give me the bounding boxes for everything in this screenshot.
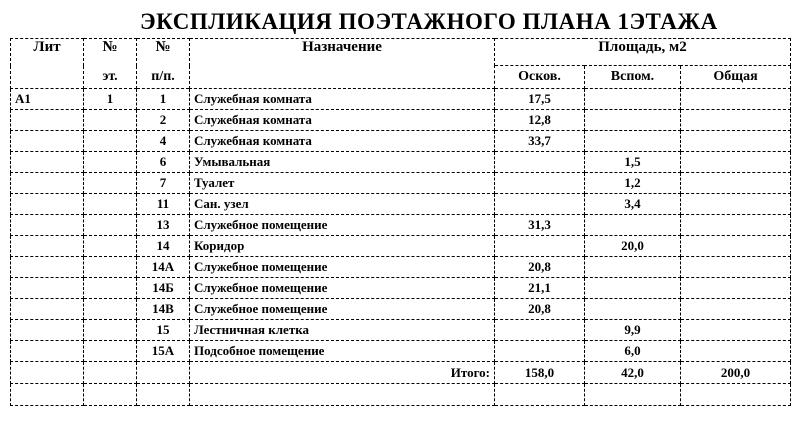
cell-room-no: 14Б: [137, 278, 190, 299]
header-floor-no: №: [84, 39, 137, 66]
cell-purpose: Служебная комната: [190, 131, 495, 152]
cell-floor: [84, 152, 137, 173]
cell-purpose: Служебная комната: [190, 89, 495, 110]
blank-cell: [585, 384, 681, 406]
cell-purpose: Коридор: [190, 236, 495, 257]
cell-lit: [11, 236, 84, 257]
cell-floor: [84, 110, 137, 131]
header-purpose: Назначение: [190, 39, 495, 89]
blank-cell: [681, 384, 791, 406]
table-row: [11, 278, 791, 299]
cell-purpose: Служебное помещение: [190, 278, 495, 299]
cell-total-area: [681, 89, 791, 110]
cell-room-no: 2: [137, 110, 190, 131]
table-row: [11, 320, 791, 341]
totals-floor: [84, 362, 137, 384]
cell-total-area: [681, 215, 791, 236]
cell-floor: [84, 341, 137, 362]
blank-cell: [495, 384, 585, 406]
cell-main-area: [495, 341, 585, 362]
cell-aux-area: [585, 110, 681, 131]
header-row-1: [11, 39, 791, 66]
cell-room-no: 6: [137, 152, 190, 173]
table-row: [11, 194, 791, 215]
header-main-area: Осков.: [495, 66, 585, 89]
cell-lit: [11, 341, 84, 362]
totals-lit: [11, 362, 84, 384]
header-lit: Лит: [11, 39, 84, 89]
table-row: [11, 215, 791, 236]
cell-room-no: 7: [137, 173, 190, 194]
cell-total-area: [681, 278, 791, 299]
cell-purpose: Служебное помещение: [190, 257, 495, 278]
cell-main-area: [495, 236, 585, 257]
cell-aux-area: [585, 215, 681, 236]
cell-main-area: 33,7: [495, 131, 585, 152]
cell-lit: [11, 215, 84, 236]
cell-aux-area: [585, 257, 681, 278]
blank-cell: [190, 384, 495, 406]
header-floor-abbr: эт.: [84, 66, 137, 89]
table-body: [11, 89, 791, 362]
cell-aux-area: [585, 131, 681, 152]
cell-floor: [84, 320, 137, 341]
cell-total-area: [681, 320, 791, 341]
cell-room-no: 14А: [137, 257, 190, 278]
cell-room-no: 14: [137, 236, 190, 257]
table-row: [11, 131, 791, 152]
blank-cell: [137, 384, 190, 406]
totals-total: 200,0: [681, 362, 791, 384]
cell-room-no: 1: [137, 89, 190, 110]
cell-lit: [11, 257, 84, 278]
cell-room-no: 14В: [137, 299, 190, 320]
cell-main-area: [495, 173, 585, 194]
header-area: Площадь, м2: [495, 39, 791, 66]
blank-cell: [84, 384, 137, 406]
cell-main-area: 31,3: [495, 215, 585, 236]
cell-lit: [11, 110, 84, 131]
cell-aux-area: 6,0: [585, 341, 681, 362]
cell-total-area: [681, 194, 791, 215]
cell-room-no: 4: [137, 131, 190, 152]
table-row: [11, 89, 791, 110]
cell-purpose: Служебная комната: [190, 110, 495, 131]
table-row: [11, 299, 791, 320]
table-row: [11, 173, 791, 194]
cell-floor: [84, 194, 137, 215]
header-room-no: №: [137, 39, 190, 66]
cell-aux-area: 1,2: [585, 173, 681, 194]
cell-floor: [84, 236, 137, 257]
cell-purpose: Лестничная клетка: [190, 320, 495, 341]
cell-main-area: [495, 320, 585, 341]
cell-main-area: 20,8: [495, 299, 585, 320]
cell-aux-area: 1,5: [585, 152, 681, 173]
cell-aux-area: 3,4: [585, 194, 681, 215]
cell-purpose: Сан. узел: [190, 194, 495, 215]
cell-purpose: Служебное помещение: [190, 299, 495, 320]
blank-cell: [11, 384, 84, 406]
cell-floor: [84, 131, 137, 152]
cell-total-area: [681, 299, 791, 320]
cell-total-area: [681, 131, 791, 152]
cell-lit: А1: [11, 89, 84, 110]
cell-floor: [84, 299, 137, 320]
table-row: [11, 236, 791, 257]
header-total-area: Общая: [681, 66, 791, 89]
cell-total-area: [681, 236, 791, 257]
cell-room-no: 15: [137, 320, 190, 341]
cell-aux-area: [585, 278, 681, 299]
cell-lit: [11, 194, 84, 215]
cell-lit: [11, 173, 84, 194]
cell-lit: [11, 278, 84, 299]
cell-room-no: 11: [137, 194, 190, 215]
table-row: [11, 341, 791, 362]
cell-total-area: [681, 173, 791, 194]
cell-main-area: 17,5: [495, 89, 585, 110]
cell-main-area: 12,8: [495, 110, 585, 131]
totals-main: 158,0: [495, 362, 585, 384]
cell-aux-area: 20,0: [585, 236, 681, 257]
cell-floor: [84, 278, 137, 299]
cell-purpose: Служебное помещение: [190, 215, 495, 236]
cell-purpose: Туалет: [190, 173, 495, 194]
table-row: [11, 110, 791, 131]
totals-label: Итого:: [190, 362, 495, 384]
cell-purpose: Подсобное помещение: [190, 341, 495, 362]
table-row: [11, 257, 791, 278]
cell-lit: [11, 131, 84, 152]
cell-floor: [84, 257, 137, 278]
cell-floor: [84, 215, 137, 236]
cell-lit: [11, 152, 84, 173]
cell-lit: [11, 320, 84, 341]
page-title: ЭКСПЛИКАЦИЯ ПОЭТАЖНОГО ПЛАНА 1ЭТАЖА: [140, 9, 718, 34]
cell-main-area: [495, 152, 585, 173]
header-room-abbr: п/п.: [137, 66, 190, 89]
cell-aux-area: [585, 89, 681, 110]
cell-total-area: [681, 341, 791, 362]
cell-floor: [84, 173, 137, 194]
cell-total-area: [681, 110, 791, 131]
cell-total-area: [681, 257, 791, 278]
explication-table: [10, 38, 791, 406]
cell-total-area: [681, 152, 791, 173]
cell-main-area: 21,1: [495, 278, 585, 299]
blank-row: [11, 384, 791, 406]
header-aux-area: Вспом.: [585, 66, 681, 89]
cell-aux-area: 9,9: [585, 320, 681, 341]
cell-purpose: Умывальная: [190, 152, 495, 173]
cell-room-no: 13: [137, 215, 190, 236]
totals-aux: 42,0: [585, 362, 681, 384]
totals-row: [11, 362, 791, 384]
cell-main-area: [495, 194, 585, 215]
cell-aux-area: [585, 299, 681, 320]
cell-main-area: 20,8: [495, 257, 585, 278]
cell-floor: 1: [84, 89, 137, 110]
table-row: [11, 152, 791, 173]
cell-room-no: 15А: [137, 341, 190, 362]
cell-lit: [11, 299, 84, 320]
totals-no: [137, 362, 190, 384]
